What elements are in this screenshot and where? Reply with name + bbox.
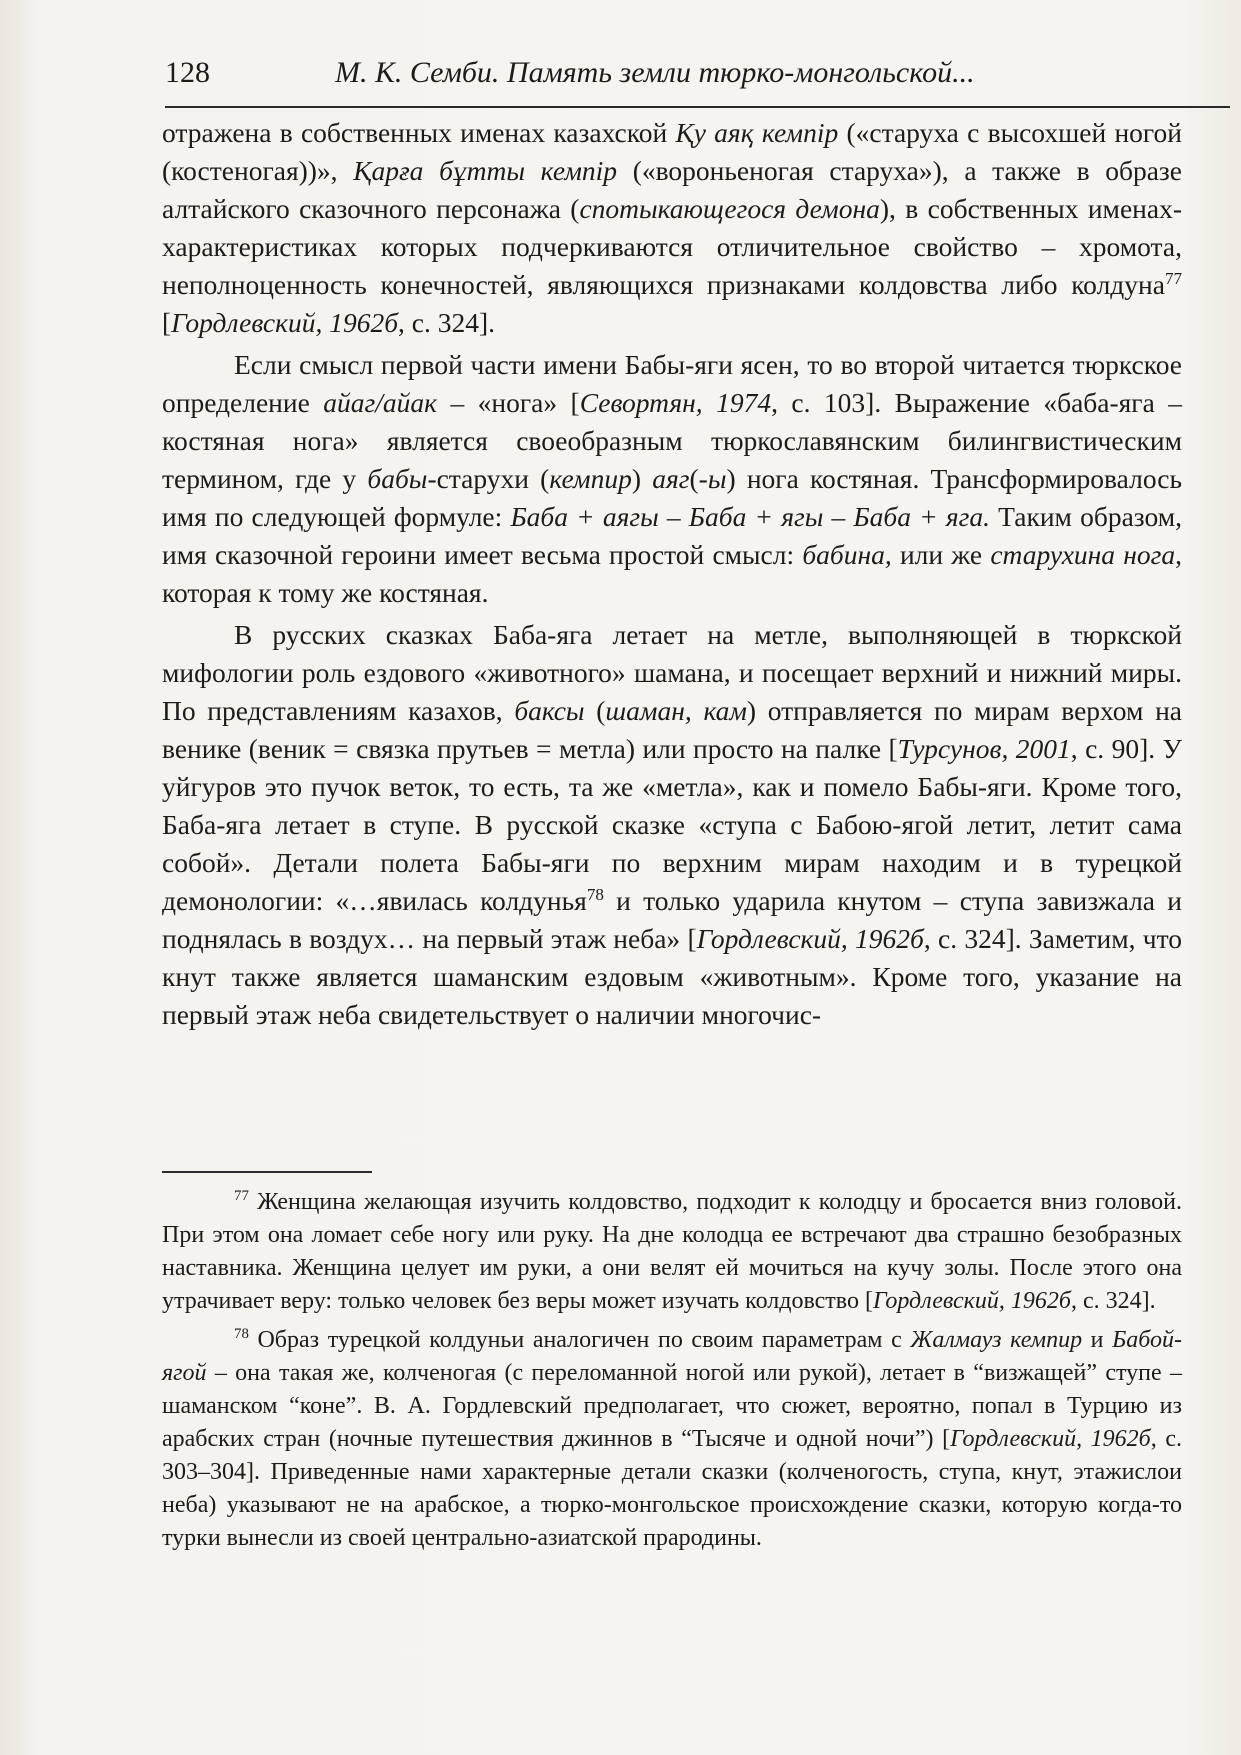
text-run: – она такая же, колченогая (с переломанной ногой или рукой), летает в “визжащей” ступе – шаманском “коне”. В. А. Гордлевский предполагает, что сюжет, вероятно, попал в Турцию из арабских стран (ночные путешествия джиннов в “Тысяче и одной ночи”) [: [162, 1360, 1182, 1452]
text-run: ), в собственных именах-характеристиках которых подчеркиваются отличительное свойство – хромота, неполноценность конечностей, являющихся признаками колдовства либо колдуна: [162, 193, 1182, 300]
text-run: – «нога» [: [437, 387, 580, 418]
text-run: (: [689, 463, 699, 494]
italic-term: Қу аяқ кемпір: [675, 117, 839, 148]
footnote-divider: [162, 1171, 372, 1173]
footnote-78: [162, 1324, 1182, 1555]
italic-term: Жалмауз кемпир: [910, 1327, 1083, 1353]
text-run: и: [1082, 1327, 1113, 1353]
italic-term: -ы: [698, 463, 727, 494]
text-run: ) отправляется по мирам верхом на венике (веник = связка прутьев = метла) или просто на палке [: [162, 695, 1182, 764]
italic-term: Қарға бұтты кемпір: [353, 155, 618, 186]
text-run: В русских сказках Баба-яга летает на метле, выполняющей в тюркской мифологии роль ездового «животного» шамана, и посещает верхний и нижний миры. По представлениям казахов,: [162, 619, 1182, 726]
citation: Гордлевский, 1962б: [950, 1426, 1151, 1452]
italic-term: кемпир: [549, 463, 632, 494]
text-run: [: [162, 307, 172, 338]
text-run: , которая к тому же костяная.: [162, 539, 1182, 608]
footnotes: [162, 1186, 1182, 1555]
italic-term: спотыкающегося демона: [579, 193, 880, 224]
text-run: , с. 90]. У уйгуров это пучок веток, то есть, та же «метла», как и помело Бабы-яги. Кроме того, Баба-яга летает в ступе. В русской сказке «ступа с Бабою-ягой летит, летит сама собой». Детали полета Бабы-яги по верхним мирам находим и в турецкой демонологии: «…явилась колдунья: [162, 733, 1182, 916]
footnote-77: [162, 1186, 1182, 1318]
text-run: ): [631, 463, 653, 494]
text-run: -старухи (: [427, 463, 550, 494]
footnote-number: 77: [234, 1188, 249, 1204]
text-run: Таким образом, имя сказочной героини имеет весьма простой смысл:: [162, 501, 1182, 570]
italic-term: шаман, кам: [605, 695, 747, 726]
footnote-number: 78: [234, 1326, 249, 1342]
text-run: отражена в собственных именах казахской: [162, 117, 676, 148]
text-run: Образ турецкой колдуньи аналогичен по своим параметрам с: [248, 1327, 911, 1353]
text-run: , с. 324]. Заметим, что кнут также является шаманским ездовым «животным». Кроме того, указание на первый этаж неба свидетельствует о наличии многочис-: [162, 923, 1183, 1030]
main-text: [162, 114, 1182, 1034]
text-run: («старуха с высохшей ногой (костеногая))»,: [162, 117, 1182, 186]
citation: Гордлевский, 1962б: [872, 1288, 1071, 1314]
italic-term: аяг: [652, 463, 690, 494]
text-run: , с. 324].: [398, 307, 496, 338]
text-run: и только ударила кнутом – ступа завизжала и поднялась в воздух… на первый этаж неба» [: [162, 885, 1182, 954]
italic-term: баксы: [514, 695, 585, 726]
citation: Турсунов, 2001: [897, 733, 1071, 764]
text-run: Женщина желающая изучить колдовство, подходит к колодцу и бросается вниз головой. При этом она ломает себе ногу или руку. На дне колодца ее встречают два страшно безобразных наставника. Женщина целует им руки, а они велят ей мочиться на кучу золы. После этого она утрачивает веру: только человек без веры может изучать колдовство [: [162, 1189, 1182, 1314]
text-run: ) нога костяная. Трансформировалось имя по следующей формуле:: [162, 463, 1183, 532]
citation: Гордлевский, 1962б: [171, 307, 399, 338]
paragraph-1: [162, 114, 1182, 342]
running-title: М. К. Семби. Память земли тюрко-монгольской...: [335, 56, 975, 89]
running-header: [165, 50, 1230, 108]
italic-term: Бабой-ягой: [162, 1327, 1183, 1386]
footnote-ref-78[interactable]: 78: [586, 884, 604, 904]
citation: Севортян, 1974: [579, 387, 772, 418]
paragraph-2: [162, 346, 1182, 612]
italic-term: айаг/айак: [323, 387, 438, 418]
citation: Гордлевский, 1962б: [696, 923, 924, 954]
text-run: («вороньеногая старуха»), а также в образе алтайского сказочного персонажа (: [162, 155, 1182, 224]
italic-formula: Баба + аягы – Баба + ягы – Баба + яга.: [510, 501, 990, 532]
text-run: (: [584, 695, 606, 726]
footnote-ref-77[interactable]: 77: [1164, 268, 1182, 288]
paragraph-3: [162, 616, 1182, 1034]
text-run: , с. 103]. Выражение «баба-яга – костяная нога» является своеобразным тюркославянским билингвистическим термином, где у: [162, 387, 1182, 494]
italic-term: бабина,: [802, 539, 892, 570]
text-run: Если смысл первой части имени Бабы-яги ясен, то во второй читается тюркское определение: [162, 349, 1182, 418]
text-run: , с. 303–304]. Приведенные нами характерные детали сказки (колченогость, ступа, кнут, этажислои неба) указывают не на арабское, а тюрко-монгольское происхождение сказки, которую когда-то турки вынесли из своей центрально-азиатской прародины.: [162, 1426, 1183, 1551]
text-run: или же: [891, 539, 991, 570]
text-run: , с. 324].: [1070, 1288, 1156, 1314]
page-number: 128: [165, 56, 210, 89]
italic-term: бабы: [367, 463, 428, 494]
italic-term: старухина нога: [990, 539, 1176, 570]
